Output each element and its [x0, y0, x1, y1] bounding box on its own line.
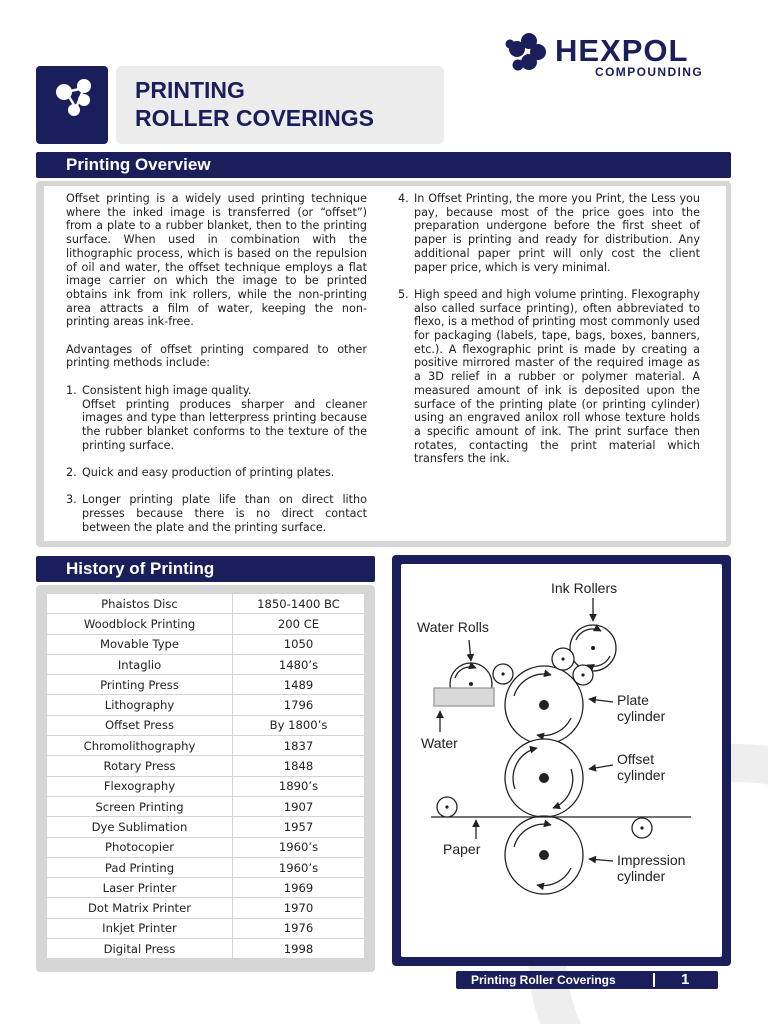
page-number: 1 — [681, 971, 690, 988]
list-item — [66, 384, 367, 453]
history-date: 1976 — [233, 918, 365, 938]
table-row — [47, 776, 365, 796]
history-event: Digital Press — [47, 939, 233, 959]
history-event: Intaglio — [47, 654, 233, 674]
history-date: 1796 — [233, 695, 365, 715]
history-date: 1907 — [233, 796, 365, 816]
history-date: 1970 — [233, 898, 365, 918]
hexpol-logo-mark-icon — [505, 32, 553, 72]
label-plate-cylinder: Plate cylinder — [617, 692, 666, 724]
history-event: Offset Press — [47, 715, 233, 735]
overview-column-left — [66, 192, 367, 548]
table-row — [47, 675, 365, 695]
label-impression-cylinder: Impression cylinder — [617, 852, 686, 884]
table-row — [47, 939, 365, 959]
hexpol-logo — [505, 30, 735, 80]
history-event: Lithography — [47, 695, 233, 715]
history-event: Printing Press — [47, 675, 233, 695]
footer-bar — [456, 971, 718, 989]
history-date: 1848 — [233, 756, 365, 776]
history-event: Woodblock Printing — [47, 614, 233, 634]
history-table — [46, 593, 365, 959]
list-item-number: 4. — [398, 192, 409, 205]
history-date: 1960’s — [233, 837, 365, 857]
table-row — [47, 594, 365, 614]
overview-advantages: Advantages of offset printing compared to other printing methods include: — [66, 342, 367, 370]
history-date: 1998 — [233, 939, 365, 959]
history-event: Pad Printing — [47, 857, 233, 877]
footer-title: Printing Roller Coverings — [471, 973, 616, 987]
list-item-text: Longer printing plate life than on direct litho presses because there is no direct contact between the plate and the printing surface. — [82, 493, 367, 534]
history-event: Movable Type — [47, 634, 233, 654]
table-row — [47, 756, 365, 776]
page-title-line-1: PRINTING — [135, 77, 245, 103]
table-row — [47, 898, 365, 918]
list-item-number: 2. — [66, 466, 77, 480]
table-row — [47, 857, 365, 877]
list-item-number: 5. — [398, 287, 409, 301]
history-date: 1957 — [233, 817, 365, 837]
history-date: 1890’s — [233, 776, 365, 796]
history-event: Rotary Press — [47, 756, 233, 776]
list-item — [66, 466, 367, 480]
history-date: 1960’s — [233, 857, 365, 877]
history-date: 200 CE — [233, 614, 365, 634]
list-item — [398, 288, 700, 466]
label-offset-cylinder: Offset cylinder — [617, 751, 666, 783]
history-date: 1480’s — [233, 654, 365, 674]
list-item-text: Quick and easy production of printing plates. — [82, 466, 335, 480]
history-event: Inkjet Printer — [47, 918, 233, 938]
table-row — [47, 736, 365, 756]
history-event: Chromolithography — [47, 736, 233, 756]
table-row — [47, 878, 365, 898]
table-row — [47, 614, 365, 634]
overview-intro: Offset printing is a widely used printing technique where the inked image is transferred (or “offset”) from a plate to a rubber blanket, then to the printing surface. When used in combination with the lithographic process, which is based on the repulsion of oil and water, the offset technique employs a flat image carrier on which the image to be printed obtains ink from ink rollers, while the non-printing area attracts a film of water, keeping the non-printing areas ink-free. — [66, 192, 367, 329]
footer-separator — [653, 973, 655, 987]
history-date: By 1800’s — [233, 715, 365, 735]
table-row — [47, 918, 365, 938]
history-event: Laser Printer — [47, 878, 233, 898]
list-item-text: High speed and high volume printing. Flexography also called surface printing), often abbreviated to flexo, is a method of printing most commonly used for packaging (labels, tape, bags, boxes, banners, etc.). A flexographic print is made by creating a positive mirrored master of the required image as a 3D relief in a rubber or polymer material. A measured amount of ink is deposited upon the surface of the printing plate (or printing cylinder) using an engraved anilox roll whose texture holds a specific amount of ink. The print surface then rotates, contacting the print material which transfers the ink. — [414, 287, 700, 466]
molecule-icon — [36, 66, 108, 144]
printing-overview-content — [44, 186, 726, 541]
label-ink-rollers: Ink Rollers — [551, 580, 618, 596]
list-item-number: 1. — [66, 383, 77, 397]
list-item-title: Consistent high image quality. — [82, 383, 252, 397]
table-row — [47, 634, 365, 654]
history-date: 1837 — [233, 736, 365, 756]
label-water: Water — [421, 735, 458, 751]
history-date: 1850-1400 BC — [233, 594, 365, 614]
list-item — [398, 192, 700, 274]
label-paper: Paper — [443, 841, 481, 857]
history-event: Dot Matrix Printer — [47, 898, 233, 918]
label-water-rolls: Water Rolls — [417, 619, 489, 635]
history-event: Photocopier — [47, 837, 233, 857]
printing-overview-heading: Printing Overview — [36, 152, 731, 178]
history-date: 1969 — [233, 878, 365, 898]
overview-column-right — [398, 192, 700, 480]
history-event: Phaistos Disc — [47, 594, 233, 614]
history-date: 1489 — [233, 675, 365, 695]
page-title-line-2: ROLLER COVERINGS — [135, 105, 374, 131]
page-title — [116, 66, 444, 144]
header-icon-box — [36, 66, 108, 144]
table-row — [47, 715, 365, 735]
history-event: Screen Printing — [47, 796, 233, 816]
table-row — [47, 817, 365, 837]
table-row — [47, 654, 365, 674]
press-diagram — [401, 564, 722, 957]
list-item — [66, 493, 367, 534]
table-row — [47, 695, 365, 715]
brand-sub: COMPOUNDING — [595, 65, 704, 79]
history-heading: History of Printing — [36, 556, 375, 582]
list-item-number: 3. — [66, 493, 77, 507]
history-event: Flexography — [47, 776, 233, 796]
history-event: Dye Sublimation — [47, 817, 233, 837]
brand-name: HEXPOL — [555, 33, 689, 68]
table-row — [47, 796, 365, 816]
list-item-text: Offset printing produces sharper and cleaner images and type than letterpress printing because the rubber blanket conforms to the texture of the printing surface. — [82, 397, 367, 452]
history-date: 1050 — [233, 634, 365, 654]
table-row — [47, 837, 365, 857]
list-item-text: In Offset Printing, the more you Print, the Less you pay, because most of the price goes into the preparation undergone before the first sheet of paper is printing and ready for distribution. Any additional paper print will only cost the client paper price, which is very minimal. — [414, 192, 700, 274]
